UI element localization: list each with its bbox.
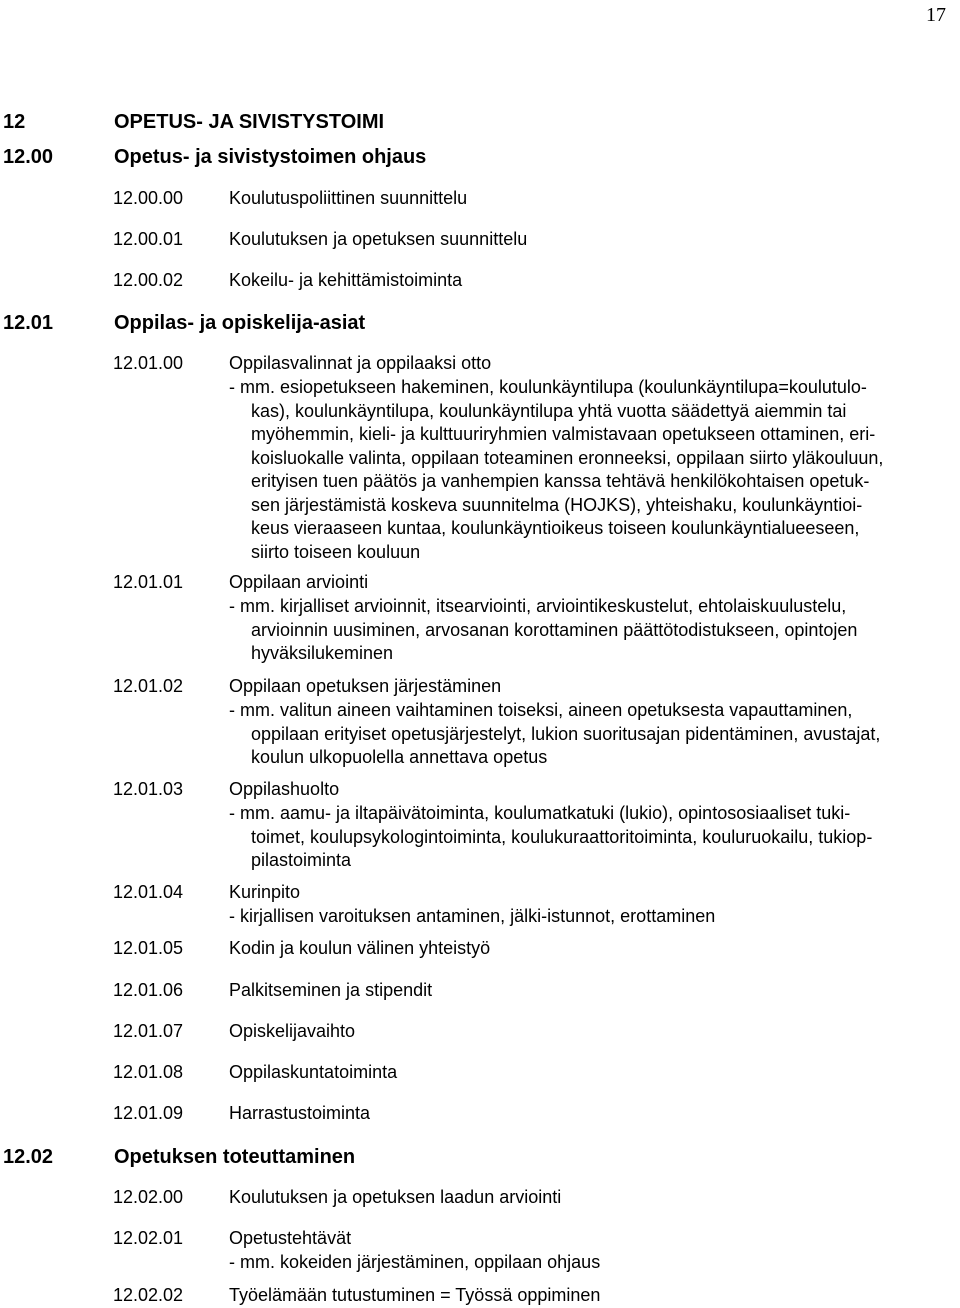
description-line: hyväksilukeminen bbox=[251, 643, 394, 663]
subsection-title: Oppilashuolto bbox=[229, 779, 340, 799]
subsection-description bbox=[229, 595, 929, 666]
subsection-description bbox=[229, 1251, 929, 1275]
subsection-title: Oppilaskuntatoiminta bbox=[229, 1062, 398, 1082]
subsection-number: 12.00.02 bbox=[113, 270, 184, 290]
subsection-title: Koulutuspoliittinen suunnittelu bbox=[229, 188, 468, 208]
subsection-number: 12.01.05 bbox=[113, 938, 184, 958]
section-title: Opetus- ja sivistystoimen ohjaus bbox=[114, 146, 427, 168]
description-line: arvioinnin uusiminen, arvosanan korottaminen päättötodistukseen, opintojen bbox=[251, 619, 858, 640]
subsection-description bbox=[229, 802, 929, 873]
section-number: 12.00 bbox=[3, 146, 54, 168]
subsection-title: Työelämään tutustuminen = Työssä oppiminen bbox=[229, 1285, 601, 1305]
page-number: 17 bbox=[926, 4, 946, 26]
subsection-number: 12.01.00 bbox=[113, 353, 184, 373]
subsection-number: 12.01.01 bbox=[113, 572, 184, 592]
description-line: koisluokalle valinta, oppilaan toteaminen eronneeksi, oppilaan siirto yläkouluun, bbox=[251, 447, 884, 468]
subsection-number: 12.01.03 bbox=[113, 779, 184, 799]
subsection-number: 12.02.02 bbox=[113, 1285, 184, 1305]
subsection-title: Oppilasvalinnat ja oppilaaksi otto bbox=[229, 353, 492, 373]
subsection-title: Palkitseminen ja stipendit bbox=[229, 980, 433, 1000]
subsection-number: 12.01.08 bbox=[113, 1062, 184, 1082]
subsection-title: Koulutuksen ja opetuksen laadun arviointi bbox=[229, 1187, 562, 1207]
subsection-title: Oppilaan arviointi bbox=[229, 572, 369, 592]
subsection-description bbox=[229, 699, 929, 770]
description-line: sen järjestämistä koskeva suunnitelma (HOJKS), yhteishaku, koulunkäyntioi- bbox=[251, 494, 863, 515]
section-number: 12.01 bbox=[3, 312, 54, 334]
subsection-title: Harrastustoiminta bbox=[229, 1103, 371, 1123]
description-line: - mm. kirjalliset arvioinnit, itsearviointi, arviointikeskustelut, ehtolaiskuulustelu, bbox=[229, 596, 847, 616]
subsection-number: 12.01.02 bbox=[113, 676, 184, 696]
description-line: toimet, koulupsykologintoiminta, koulukuraattoritoiminta, kouluruokailu, tukiop- bbox=[251, 826, 873, 847]
description-line: keus vieraaseen kuntaa, koulunkäyntioikeus toiseen koulunkäyntialueeseen, bbox=[251, 518, 860, 538]
chapter-title: OPETUS- JA SIVISTYSTOIMI bbox=[114, 111, 385, 133]
subsection-title: Opiskelijavaihto bbox=[229, 1021, 356, 1041]
description-line: koulun ulkopuolella annettava opetus bbox=[251, 747, 548, 767]
subsection-title: Oppilaan opetuksen järjestäminen bbox=[229, 676, 502, 696]
description-line: - kirjallisen varoituksen antaminen, jälki-istunnot, erottaminen bbox=[229, 906, 716, 926]
description-line: kas), koulunkäyntilupa, koulunkäyntilupa yhtä vuotta säädettyä aiemmin tai bbox=[251, 400, 847, 421]
subsection-title: Opetustehtävät bbox=[229, 1228, 352, 1248]
subsection-number: 12.00.00 bbox=[113, 188, 184, 208]
section-title: Opetuksen toteuttaminen bbox=[114, 1146, 356, 1168]
subsection-title: Koulutuksen ja opetuksen suunnittelu bbox=[229, 229, 528, 249]
subsection-number: 12.00.01 bbox=[113, 229, 184, 249]
subsection-number: 12.02.01 bbox=[113, 1228, 184, 1248]
subsection-number: 12.02.00 bbox=[113, 1187, 184, 1207]
description-line: siirto toiseen kouluun bbox=[251, 541, 421, 562]
subsection-number: 12.01.06 bbox=[113, 980, 184, 1000]
description-line: pilastoiminta bbox=[251, 850, 352, 870]
subsection-number: 12.01.04 bbox=[113, 882, 184, 902]
description-line: - mm. kokeiden järjestäminen, oppilaan ohjaus bbox=[229, 1252, 601, 1272]
subsection-description bbox=[229, 905, 929, 929]
subsection-title: Kurinpito bbox=[229, 882, 301, 902]
subsection-title: Kodin ja koulun välinen yhteistyö bbox=[229, 938, 491, 958]
description-line: - mm. aamu- ja iltapäivätoiminta, koulumatkatuki (lukio), opintososiaaliset tuki- bbox=[229, 803, 851, 823]
section-number: 12.02 bbox=[3, 1146, 54, 1168]
description-line: oppilaan erityiset opetusjärjestelyt, lukion suoritusajan pidentäminen, avustajat, bbox=[251, 723, 881, 744]
description-line: - mm. valitun aineen vaihtaminen toiseksi, aineen opetuksesta vapauttaminen, bbox=[229, 700, 853, 720]
section-title: Oppilas- ja opiskelija-asiat bbox=[114, 312, 366, 334]
subsection-number: 12.01.09 bbox=[113, 1103, 184, 1123]
subsection-title: Kokeilu- ja kehittämistoiminta bbox=[229, 270, 463, 290]
chapter-number: 12 bbox=[3, 111, 26, 133]
description-line: erityisen tuen päätös ja vanhempien kanssa tehtävä henkilökohtaisen opetuk- bbox=[251, 471, 870, 491]
subsection-number: 12.01.07 bbox=[113, 1021, 184, 1041]
description-line: - mm. esiopetukseen hakeminen, koulunkäyntilupa (koulunkäyntilupa=koulutulo- bbox=[229, 377, 867, 397]
subsection-description bbox=[229, 376, 929, 564]
description-line: myöhemmin, kieli- ja kulttuuriryhmien valmistavaan opetukseen ottaminen, eri- bbox=[251, 424, 876, 444]
